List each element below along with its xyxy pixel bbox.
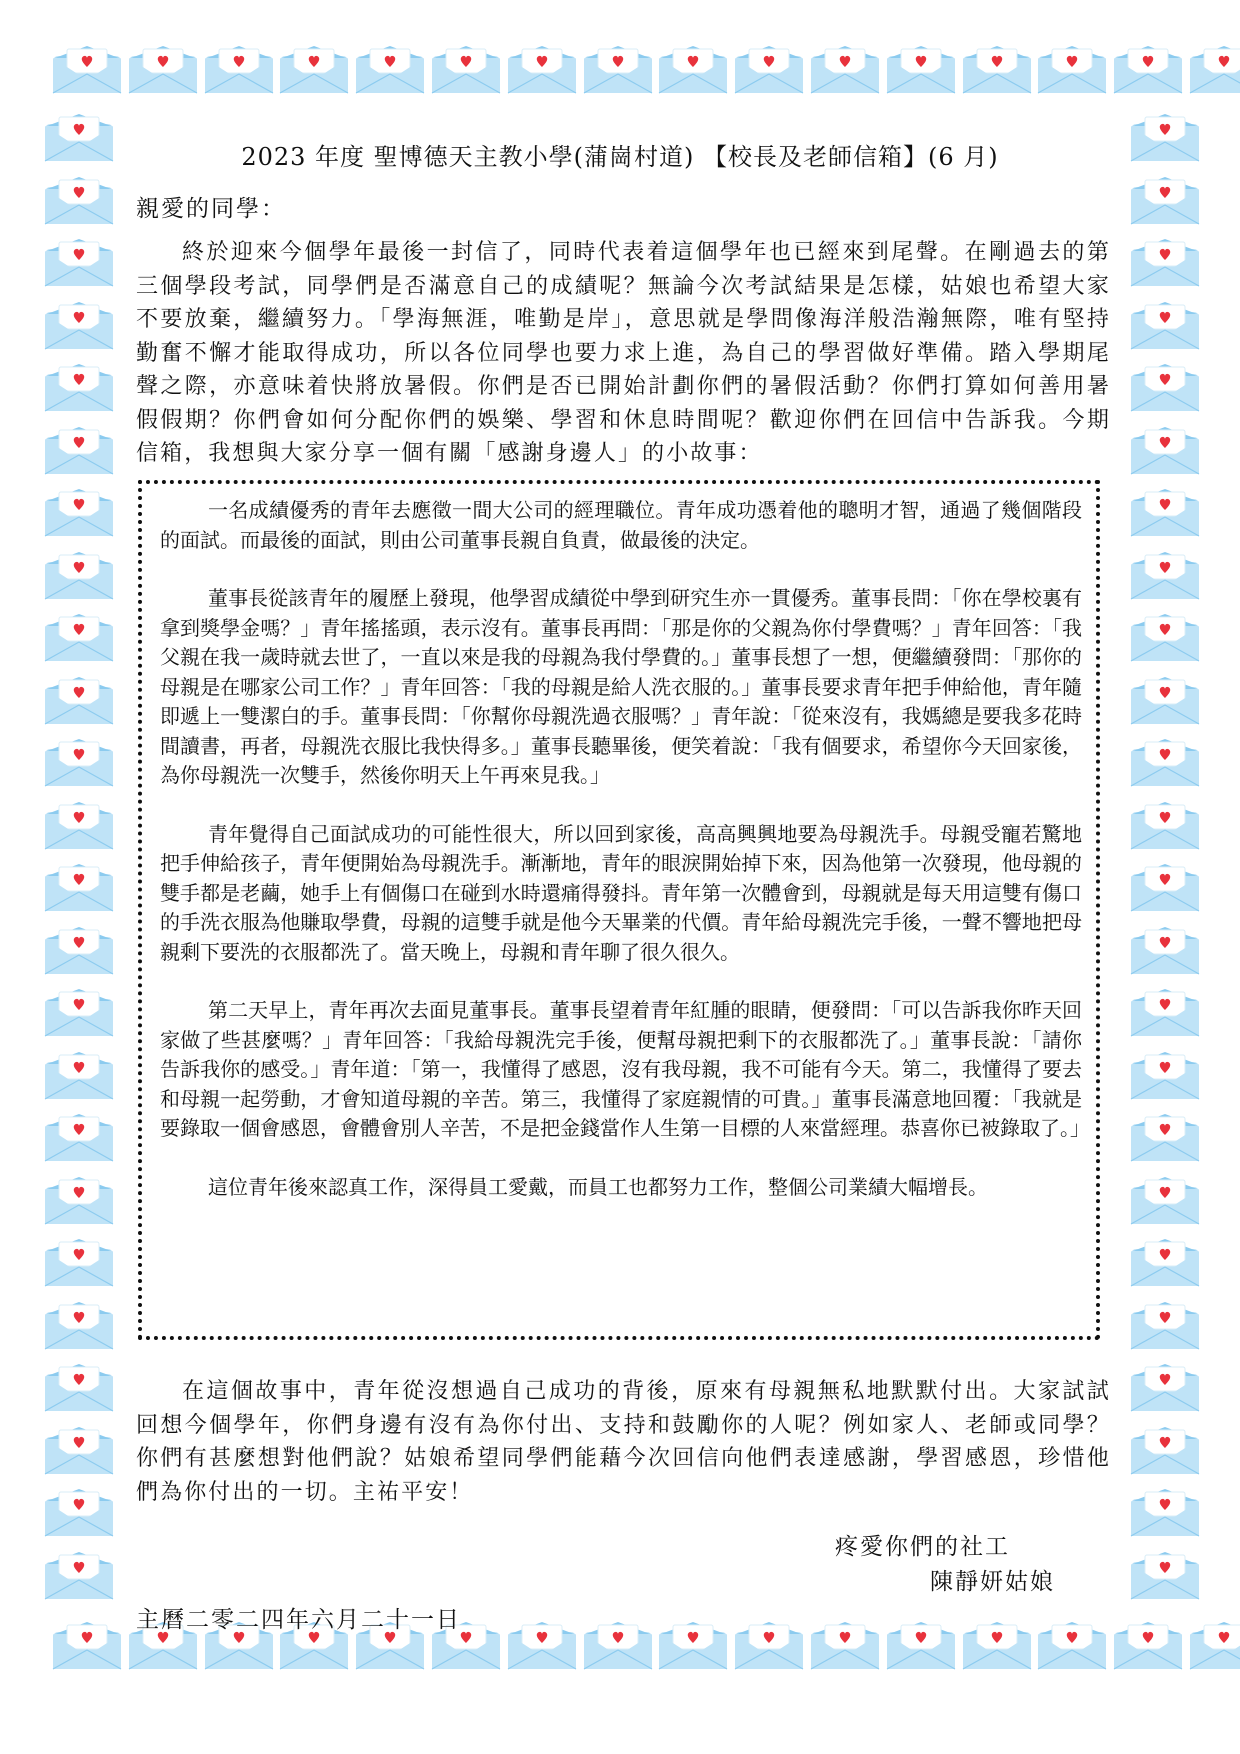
envelope-heart-icon: [1130, 675, 1200, 725]
envelope-heart-icon: [1130, 1487, 1200, 1537]
envelope-heart-icon: [962, 44, 1032, 94]
envelope-heart-icon: [1113, 44, 1183, 94]
story-paragraph: 這位青年後來認真工作，深得員工愛戴，而員工也都努力工作，整個公司業績大幅增長。: [208, 1174, 988, 1199]
envelope-heart-icon: [1189, 44, 1240, 94]
envelope-heart-icon: [1130, 300, 1200, 350]
envelope-heart-icon: [658, 1620, 728, 1670]
story-paragraph: 青年覺得自己面試成功的可能性很大，所以回到家後，高高興興地要為母親洗手。母親受寵若驚地把手伸給孩子，青年便開始為母親洗手。漸漸地，青年的眼淚開始掉下來，因為他第一次發現，他母親的雙手都是老繭，她手上有個傷口在碰到水時還痛得發抖。青年第一次體會到，母親就是每天用這雙有傷口的手洗衣服為他賺取學費，母親的這雙手就是他今天畢業的代價。青年給母親洗完手後，一聲不響地把母親剩下要洗的衣服都洗了。當天晚上，母親和青年聊了很久很久。: [160, 821, 1082, 964]
envelope-heart-icon: [279, 44, 349, 94]
envelope-heart-icon: [658, 44, 728, 94]
story-paragraph: 第二天早上，青年再次去面見董事長。董事長望着青年紅腫的眼睛，便發問：「可以告訴我你昨天回家做了些甚麼嗎？」青年回答：「我給母親洗完手後，便幫母親把剩下的衣服都洗了。」董事長說：「請你告訴我你的感受。」青年道：「第一，我懂得了感恩，沒有我母親，我不可能有今天。第二，我懂得了要去和母親一起勞動，才會知道母親的辛苦。第三，我懂得了家庭親情的可貴。」董事長滿意地回覆：「我就是要錄取一個會感恩，會體會別人辛苦，不是把金錢當作人生第一目標的人來當經理。恭喜你已被錄取了。」: [160, 998, 1090, 1140]
signature-line: 疼愛你們的社工: [835, 1534, 1010, 1560]
page-title: 2023 年度 聖博德天主教小學(蒲崗村道) 【校長及老師信箱】(6 月): [241, 143, 999, 171]
envelope-heart-icon: [1130, 987, 1200, 1037]
envelope-heart-icon: [734, 1620, 804, 1670]
envelope-heart-icon: [355, 44, 425, 94]
signature-name: 陳靜妍姑娘: [930, 1569, 1055, 1595]
envelope-heart-icon: [1130, 1300, 1200, 1350]
envelope-heart-icon: [1130, 175, 1200, 225]
envelope-heart-icon: [810, 44, 880, 94]
envelope-heart-icon: [1130, 487, 1200, 537]
intro-paragraph: 終於迎來今個學年最後一封信了，同時代表着這個學年也已經來到尾聲。在剛過去的第三個學段考試，同學們是否滿意自己的成績呢？無論今次考試結果是怎樣，姑娘也希望大家不要放棄，繼續努力。「學海無涯，唯勤是岸」，意思就是學問像海洋般浩瀚無際，唯有堅持勤奮不懈才能取得成功，所以各位同學也要力求上進，為自己的學習做好準備。踏入學期尾聲之際，亦意味着快將放暑假。你們是否已開始計劃你們的暑假活動？你們打算如何善用暑假假期？你們會如何分配你們的娛樂、學習和休息時間呢？歡迎你們在回信中告訴我。今期信箱，我想與大家分享一個有關「感謝身邊人」的小故事：: [136, 240, 1111, 466]
envelope-heart-icon: [44, 1237, 114, 1287]
envelope-heart-icon: [1130, 862, 1200, 912]
envelope-heart-icon: [1130, 1550, 1200, 1600]
envelope-heart-icon: [734, 44, 804, 94]
envelope-heart-icon: [886, 1620, 956, 1670]
envelope-heart-icon: [44, 612, 114, 662]
envelope-heart-icon: [52, 1620, 122, 1670]
envelope-heart-icon: [52, 44, 122, 94]
envelope-heart-icon: [44, 112, 114, 162]
greeting: 親愛的同學：: [136, 196, 286, 222]
envelope-heart-icon: [1130, 1425, 1200, 1475]
envelope-heart-icon: [44, 675, 114, 725]
envelope-heart-icon: [44, 425, 114, 475]
envelope-heart-icon: [1130, 425, 1200, 475]
envelope-heart-icon: [810, 1620, 880, 1670]
envelope-heart-icon: [204, 44, 274, 94]
envelope-heart-icon: [44, 1425, 114, 1475]
closing-paragraph: 在這個故事中，青年從沒想過自己成功的背後，原來有母親無私地默默付出。大家試試回想今個學年，你們身邊有沒有為你付出、支持和鼓勵你的人呢？例如家人、老師或同學？你們有甚麼想對他們說？姑娘希望同學們能藉今次回信向他們表達感謝，學習感恩，珍惜他們為你付出的一切。主祐平安！: [136, 1379, 1111, 1505]
envelope-heart-icon: [44, 175, 114, 225]
envelope-heart-icon: [1130, 362, 1200, 412]
envelope-heart-icon: [44, 1550, 114, 1600]
envelope-heart-icon: [44, 800, 114, 850]
envelope-heart-icon: [44, 487, 114, 537]
envelope-heart-icon: [1130, 237, 1200, 287]
envelope-heart-icon: [1130, 1237, 1200, 1287]
envelope-heart-icon: [44, 862, 114, 912]
envelope-heart-icon: [431, 44, 501, 94]
envelope-heart-icon: [1189, 1620, 1240, 1670]
envelope-heart-icon: [1113, 1620, 1183, 1670]
envelope-heart-icon: [44, 550, 114, 600]
envelope-heart-icon: [507, 44, 577, 94]
envelope-heart-icon: [1130, 1050, 1200, 1100]
envelope-heart-icon: [44, 1300, 114, 1350]
story-box: [138, 480, 1100, 1340]
letter-date: 主曆二零二四年六月二十一日: [136, 1607, 461, 1633]
story-paragraph: 一名成績優秀的青年去應徵一間大公司的經理職位。青年成功憑着他的聰明才智，通過了幾個階段的面試。而最後的面試，則由公司董事長親自負責，做最後的決定。: [160, 498, 1082, 552]
envelope-heart-icon: [44, 737, 114, 787]
envelope-heart-icon: [44, 237, 114, 287]
envelope-heart-icon: [886, 44, 956, 94]
story-paragraph: 董事長從該青年的履歷上發現，他學習成績從中學到研究生亦一貫優秀。董事長問：「你在學校裏有拿到獎學金嗎？」青年搖搖頭，表示沒有。董事長再問：「那是你的父親為你付學費嗎？」青年回答：「我父親在我一歲時就去世了，一直以來是我的母親為我付學費的。」董事長想了一想，便繼續發問：「那你的母親是在哪家公司工作？」青年回答：「我的母親是給人洗衣服的。」董事長要求青年把手伸給他，青年隨即遞上一雙潔白的手。董事長問：「你幫你母親洗過衣服嗎？」青年說：「從來沒有，我媽總是要我多花時間讀書，再者，母親洗衣服比我快得多。」董事長聽畢後，便笑着說：「我有個要求，希望你今天回家後，為你母親洗一次雙手，然後你明天上午再來見我。」: [160, 586, 1082, 787]
envelope-heart-icon: [962, 1620, 1032, 1670]
envelope-heart-icon: [1130, 737, 1200, 787]
envelope-heart-icon: [44, 300, 114, 350]
envelope-heart-icon: [44, 1362, 114, 1412]
envelope-heart-icon: [1130, 800, 1200, 850]
envelope-heart-icon: [1037, 44, 1107, 94]
envelope-heart-icon: [44, 1175, 114, 1225]
envelope-heart-icon: [583, 44, 653, 94]
envelope-heart-icon: [1037, 1620, 1107, 1670]
envelope-heart-icon: [507, 1620, 577, 1670]
envelope-heart-icon: [583, 1620, 653, 1670]
envelope-heart-icon: [44, 1487, 114, 1537]
envelope-heart-icon: [1130, 112, 1200, 162]
envelope-heart-icon: [1130, 925, 1200, 975]
envelope-heart-icon: [1130, 1175, 1200, 1225]
envelope-heart-icon: [1130, 1112, 1200, 1162]
envelope-heart-icon: [44, 1050, 114, 1100]
envelope-heart-icon: [1130, 612, 1200, 662]
envelope-heart-icon: [128, 44, 198, 94]
envelope-heart-icon: [44, 987, 114, 1037]
envelope-heart-icon: [1130, 1362, 1200, 1412]
envelope-heart-icon: [44, 362, 114, 412]
envelope-heart-icon: [1130, 550, 1200, 600]
envelope-heart-icon: [44, 925, 114, 975]
envelope-heart-icon: [44, 1112, 114, 1162]
